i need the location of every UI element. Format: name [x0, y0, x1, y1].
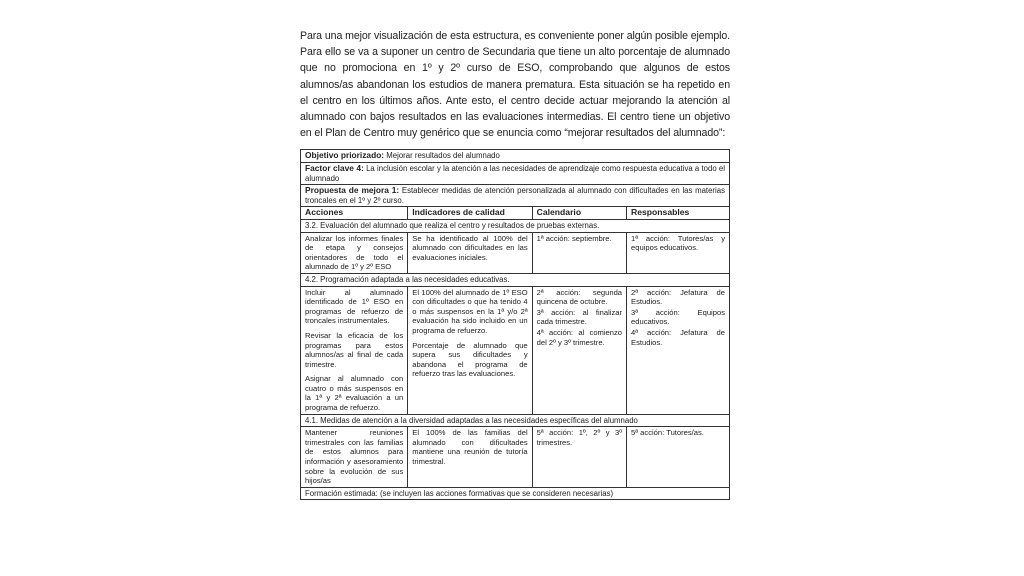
section-row-4-2: [301, 273, 730, 286]
table-row: [301, 232, 730, 273]
objetivo-row: [301, 150, 730, 163]
header-indicadores: Indicadores de calidad: [408, 207, 532, 220]
propuesta-row: [301, 185, 730, 207]
calendario-cell: [532, 286, 626, 414]
accion-text: Asignar al alumnado con cuatro o más suspensos en la 1ª y 2ª evaluación a un programa de refuerzo.: [305, 374, 404, 413]
factor-row: [301, 163, 730, 185]
section-row-3-2: [301, 219, 730, 232]
accion-text: Revisar la eficacia de los programas para estos alumnos/as al final de cada trimestre.: [305, 330, 404, 369]
table-row: [301, 286, 730, 414]
responsables-text: 3ª acción: Equipos educativos.: [631, 307, 725, 327]
document-page: [300, 28, 730, 500]
improvement-plan-table: [300, 149, 730, 500]
factor-text: La inclusión escolar y la atención a las necesidades de aprendizaje como respuesta educativa a todo el alumnado: [305, 164, 726, 183]
column-header-row: [301, 207, 730, 220]
indicador-cell: [408, 286, 532, 414]
calendario-cell: 1ª acción: septiembre.: [532, 232, 626, 273]
responsables-cell: 5ª acción: Tutores/as.: [627, 427, 730, 488]
objetivo-label: Objetivo priorizado:: [305, 150, 385, 161]
calendario-text: 4ª acción: al comienzo del 2º y 3º trimestre.: [536, 327, 623, 347]
objetivo-text: Mejorar resultados del alumnado: [384, 151, 500, 161]
responsables-text: 2ª acción: Jefatura de Estudios.: [631, 287, 725, 307]
calendario-cell: 5ª acción: 1º, 2º y 3º trimestres.: [532, 427, 626, 488]
accion-text: Incluir al alumnado identificado de 1º ESO en programas de refuerzo de troncales instrumentales.: [305, 287, 404, 326]
intro-paragraph: Para una mejor visualización de esta estructura, es conveniente poner algún posible ejemplo. Para ello se va a suponer un centro de Secundaria que tiene un alto porcentaje de alumnado que no promociona en 1º y 2º curso de ESO, comprobando que algunos de estos alumnos/as abandonan los estudios de manera prematura. Esta situación se ha repetido en el centro en los últimos años. Ante esto, el centro decide actuar mejorando la atención al alumnado con bajos resultados en las evaluaciones intermedias. El centro tiene un objetivo en el Plan de Centro muy genérico que se enuncia como “mejorar resultados del alumnado”:: [300, 30, 730, 140]
accion-cell: Analizar los informes finales de etapa y consejos orientadores de todo el alumnado de 1º y 2º ESO: [301, 232, 408, 273]
formacion-text: Formación estimada: (se incluyen las acciones formativas que se consideren necesarias): [301, 487, 730, 500]
responsables-text: 4ª acción: Jefatura de Estudios.: [631, 327, 725, 347]
section-title: 3.2. Evaluación del alumnado que realiza el centro y resultados de pruebas externas.: [301, 219, 730, 232]
indicador-text: Porcentaje de alumnado que supera sus dificultades y abandona el programa de refuerzo tras las evaluaciones.: [412, 340, 528, 379]
formacion-row: [301, 487, 730, 500]
calendario-text: 3ª acción: al finalizar cada trimestre.: [536, 307, 623, 327]
factor-label: Factor clave 4:: [305, 163, 364, 174]
indicador-cell: Se ha identificado al 100% del alumnado con dificultades en las evaluaciones iniciales.: [408, 232, 532, 273]
accion-cell: Mantener reuniones trimestrales con las familias de estos alumnos para información y asesoramiento sobre la evolución de sus hijos/as: [301, 427, 408, 488]
responsables-cell: [627, 286, 730, 414]
indicador-text: El 100% del alumnado de 1º ESO con dificultades o que ha tenido 4 o más suspensos en la 1ª y/o 2ª evaluación ha sido incluido en un programa de refuerzo.: [412, 287, 528, 335]
section-title: 4.2. Programación adaptada a las necesidades educativas.: [301, 273, 730, 286]
calendario-text: 2ª acción: segunda quincena de octubre.: [536, 287, 623, 307]
responsables-cell: 1ª acción: Tutores/as y equipos educativos.: [627, 232, 730, 273]
header-responsables: Responsables: [627, 207, 730, 220]
header-calendario: Calendario: [532, 207, 626, 220]
section-title: 4.1. Medidas de atención a la diversidad adaptadas a las necesidades específicas del alumnado: [301, 414, 730, 427]
header-acciones: Acciones: [301, 207, 408, 220]
section-row-4-1: [301, 414, 730, 427]
propuesta-label: Propuesta de mejora 1:: [305, 185, 400, 196]
propuesta-text: Establecer medidas de atención personalizada al alumnado con dificultades en las materias troncales en el 1º y 2º curso.: [305, 186, 725, 205]
indicador-cell: El 100% de las familias del alumnado con dificultades mantiene una reunión de tutoría trimestral.: [408, 427, 532, 488]
table-row: [301, 427, 730, 488]
accion-cell: [301, 286, 408, 414]
